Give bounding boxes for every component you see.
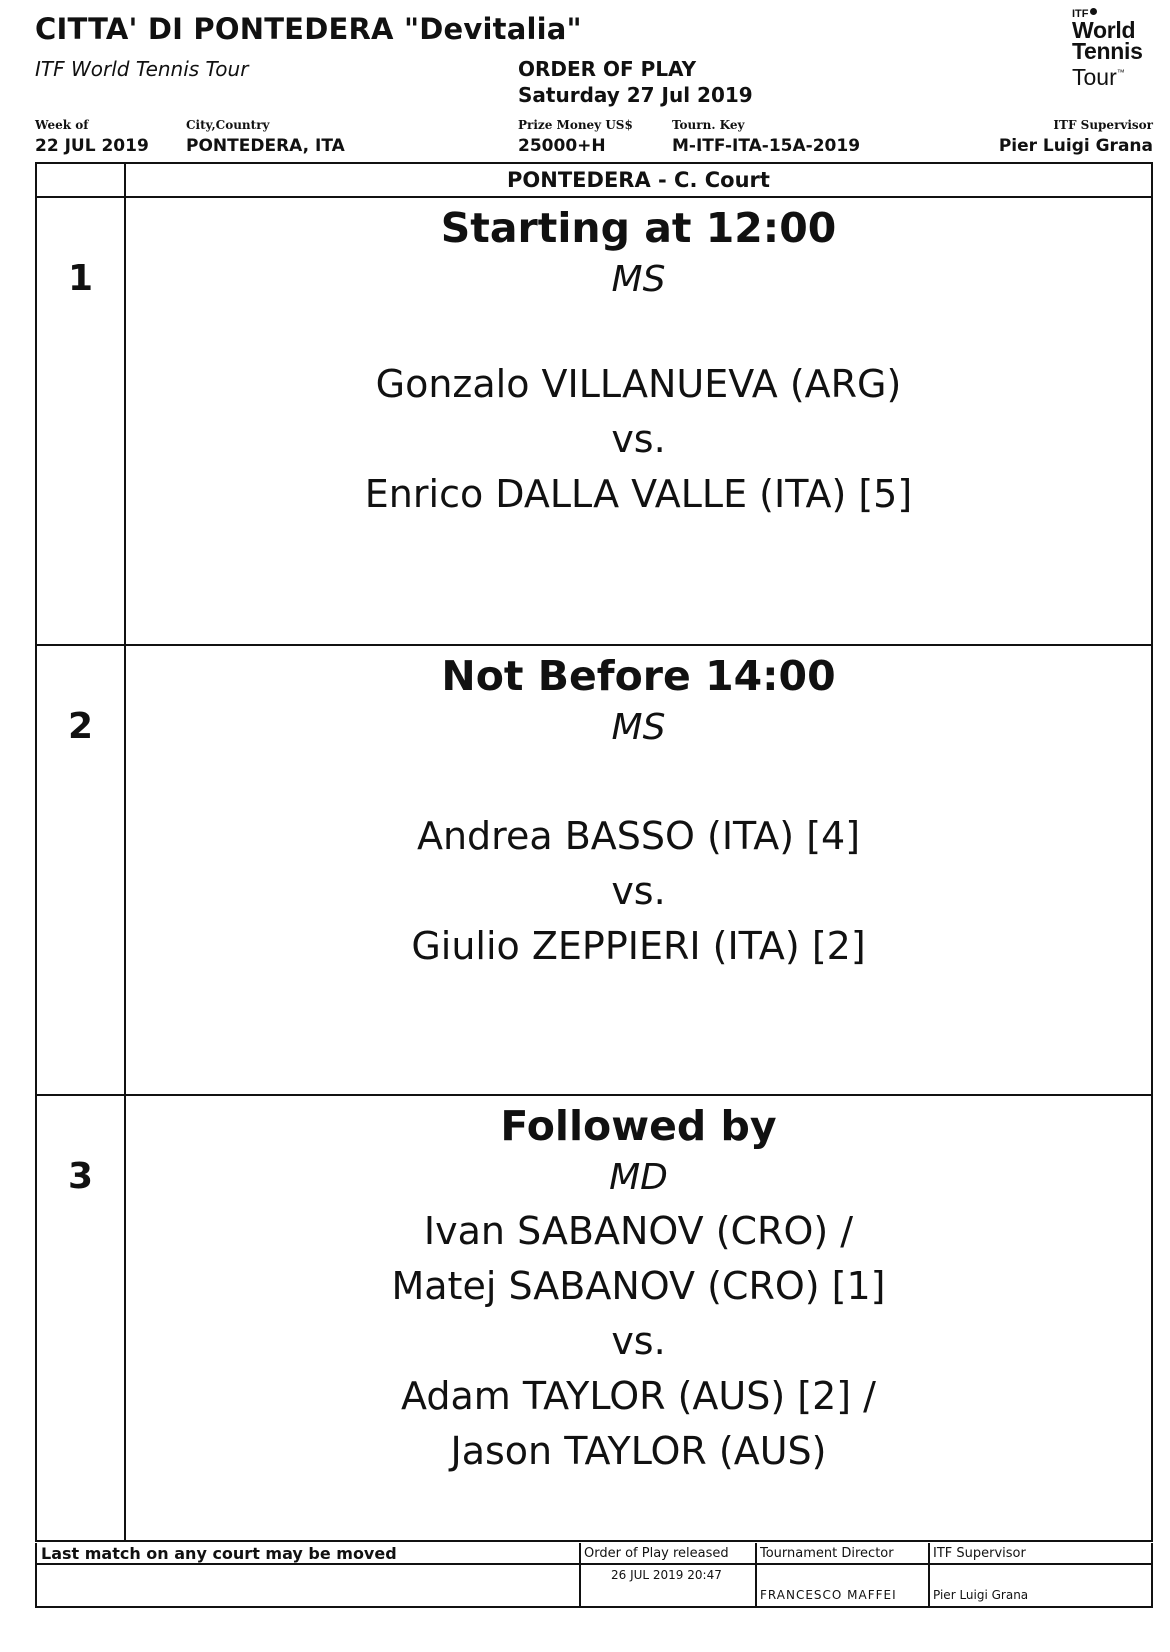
- director-label: Tournament Director: [760, 1546, 894, 1561]
- match-time: Starting at 12:00: [440, 204, 837, 252]
- order-of-play-date: Saturday 27 Jul 2019: [518, 83, 753, 107]
- city-info: [186, 118, 345, 157]
- match-row-2: [37, 646, 1151, 1096]
- match-type: MS: [611, 259, 666, 300]
- versus: vs.: [611, 1319, 666, 1363]
- footer-supervisor-cell: [928, 1543, 1151, 1606]
- tournament-title: CITTA' DI PONTEDERA "Devitalia": [35, 12, 582, 46]
- match-number: 3: [67, 1156, 94, 1197]
- logo-line-tour: Tour: [1072, 64, 1117, 90]
- player-1: Gonzalo VILLANUEVA (ARG): [375, 362, 902, 406]
- tournament-key-value: M-ITF-ITA-15A-2019: [672, 136, 861, 156]
- last-match-note: Last match on any court may be moved: [41, 1544, 397, 1563]
- week-value: 22 JUL 2019: [35, 136, 149, 156]
- released-cell: [579, 1543, 755, 1606]
- supervisor-info: [999, 118, 1153, 157]
- match-time: Followed by: [500, 1102, 777, 1150]
- player-2: Enrico DALLA VALLE (ITA) [5]: [364, 472, 913, 516]
- itf-world-tennis-tour-logo: [1072, 8, 1162, 88]
- player-2: Giulio ZEPPIERI (ITA) [2]: [411, 924, 866, 968]
- supervisor-value: Pier Luigi Grana: [998, 136, 1153, 156]
- prize-value: 25000+H: [518, 136, 606, 156]
- released-label: Order of Play released: [584, 1546, 729, 1561]
- logo-line-world: World: [1072, 17, 1136, 43]
- order-of-play-table: [35, 162, 1153, 1542]
- match-number-cell: [37, 198, 126, 644]
- match-details: [126, 1096, 1151, 1540]
- versus: vs.: [611, 417, 666, 461]
- footer-table: [35, 1543, 1153, 1608]
- match-type: MD: [609, 1157, 668, 1198]
- match-number: 2: [67, 706, 94, 747]
- released-value: 26 JUL 2019 20:47: [611, 1568, 722, 1582]
- match-number: 1: [67, 258, 94, 299]
- match-details: [126, 198, 1151, 644]
- tournament-key-label: Tourn. Key: [672, 118, 745, 132]
- logo-dot-icon: [1090, 8, 1097, 15]
- match-details: [126, 646, 1151, 1094]
- order-of-play-label: ORDER OF PLAY: [518, 57, 697, 81]
- team-1-player-2: Matej SABANOV (CRO) [1]: [391, 1264, 886, 1308]
- court-name: PONTEDERA - C. Court: [507, 168, 770, 192]
- director-value: FRANCESCO MAFFEI: [760, 1588, 897, 1602]
- player-1: Andrea BASSO (ITA) [4]: [416, 814, 861, 858]
- week-label: Week of: [35, 118, 89, 132]
- versus: vs.: [611, 869, 666, 913]
- logo-trademark: ™: [1116, 68, 1125, 77]
- tour-subtitle: ITF World Tennis Tour: [35, 57, 249, 81]
- footer-supervisor-label: ITF Supervisor: [933, 1546, 1026, 1561]
- director-cell: [755, 1543, 928, 1606]
- city-value: PONTEDERA, ITA: [186, 136, 345, 156]
- prize-info: [518, 118, 633, 157]
- week-info: [35, 118, 149, 157]
- team-2-player-1: Adam TAYLOR (AUS) [2] /: [401, 1374, 876, 1418]
- match-number-cell: [37, 1096, 126, 1540]
- tournament-key-info: [672, 118, 860, 157]
- match-type: MS: [611, 707, 666, 748]
- supervisor-label: ITF Supervisor: [1053, 118, 1153, 132]
- logo-line-tennis: Tennis: [1072, 38, 1143, 64]
- court-header-stub: [37, 164, 126, 196]
- team-1-player-1: Ivan SABANOV (CRO) /: [423, 1209, 854, 1253]
- city-label: City,Country: [186, 118, 270, 132]
- footer-supervisor-value: Pier Luigi Grana: [933, 1588, 1029, 1602]
- match-row-1: [37, 198, 1151, 646]
- match-row-3: [37, 1096, 1151, 1540]
- court-header: [37, 164, 1151, 198]
- prize-label: Prize Money US$: [518, 118, 633, 132]
- logo-itf-text: ITF: [1072, 8, 1089, 20]
- match-number-cell: [37, 646, 126, 1094]
- team-2-player-2: Jason TAYLOR (AUS): [450, 1429, 827, 1473]
- match-time: Not Before 14:00: [441, 652, 836, 700]
